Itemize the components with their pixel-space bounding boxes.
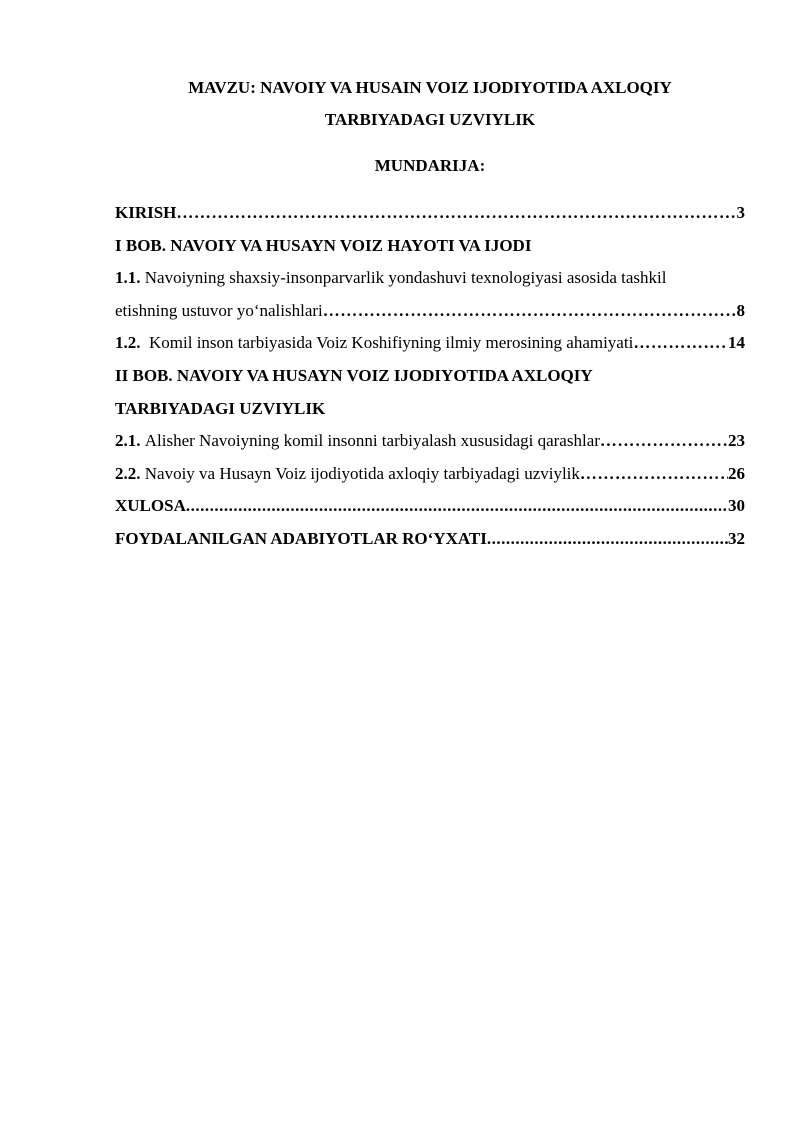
document-title-line-1: MAVZU: NAVOIY VA HUSAIN VOIZ IJODIYOTIDA AXLOQIY [188, 78, 672, 97]
toc-page-number: 26 [728, 463, 745, 483]
toc-entry-label: FOYDALANILGAN ADABIYOTLAR RO‘YXATI [115, 528, 487, 548]
toc-section-title: Komil inson tarbiyasida Voiz Koshifiyning ilmiy merosining ahamiyati [149, 333, 634, 353]
toc-section-number: 1.1. [115, 268, 141, 288]
toc-leader-dots [600, 425, 728, 458]
toc-section-number: 2.1. [115, 431, 141, 451]
toc-entry-label: XULOSA [115, 496, 186, 516]
toc-entry-adabiyotlar [115, 523, 745, 556]
toc-chapter-label-continued: TARBIYADAGI UZVIYLIK [115, 398, 326, 418]
toc-page-number: 8 [736, 300, 745, 320]
toc-chapter-label: I BOB. NAVOIY VA HUSAYN VOIZ HAYOTI VA IJODI [115, 235, 532, 255]
table-of-contents [115, 197, 745, 556]
toc-entry-1-2 [115, 327, 745, 360]
toc-leader-dots [487, 523, 728, 556]
toc-page-number: 3 [736, 203, 745, 222]
contents-heading: MUNDARIJA: [374, 156, 486, 175]
toc-entry-2-2 [115, 458, 745, 491]
toc-entry-bob-2-line-1 [115, 360, 745, 393]
toc-entry-label: KIRISH [115, 203, 177, 222]
toc-entry-bob-2-line-2 [115, 393, 745, 426]
toc-entry-1-1-line-2 [115, 295, 745, 328]
toc-page-number: 30 [728, 496, 745, 516]
toc-section-title: Navoiy va Husayn Voiz ijodiyotida axloqiy tarbiyadagi uzviylik [144, 463, 580, 483]
toc-section-title: Navoiyning shaxsiy-insonparvarlik yondashuvi texnologiyasi asosida tashkil [144, 268, 667, 288]
toc-chapter-label: II BOB. NAVOIY VA HUSAYN VOIZ IJODIYOTIDA AXLOQIY [115, 365, 593, 385]
toc-entry-2-1 [115, 425, 745, 458]
toc-page-number: 14 [728, 333, 745, 353]
toc-leader-dots [580, 458, 728, 491]
toc-entry-1-1-line-1 [115, 262, 745, 295]
toc-leader-dots [176, 197, 736, 230]
toc-leader-dots [186, 490, 728, 523]
toc-page-number: 32 [728, 528, 745, 548]
toc-entry-bob-1 [115, 230, 745, 263]
toc-leader-dots [323, 295, 737, 328]
document-title-line-2: TARBIYADAGI UZVIYLIK [324, 110, 536, 129]
toc-section-number: 1.2. [115, 333, 141, 353]
toc-entry-xulosa [115, 490, 745, 523]
toc-section-title-continued: etishning ustuvor yo‘nalishlari [115, 300, 323, 320]
toc-section-number: 2.2. [115, 463, 141, 483]
toc-section-title: Alisher Navoiyning komil insonni tarbiyalash xususidagi qarashlar [144, 431, 600, 451]
toc-page-number: 23 [728, 431, 745, 451]
toc-leader-dots [633, 327, 728, 360]
toc-entry-kirish [115, 197, 745, 230]
